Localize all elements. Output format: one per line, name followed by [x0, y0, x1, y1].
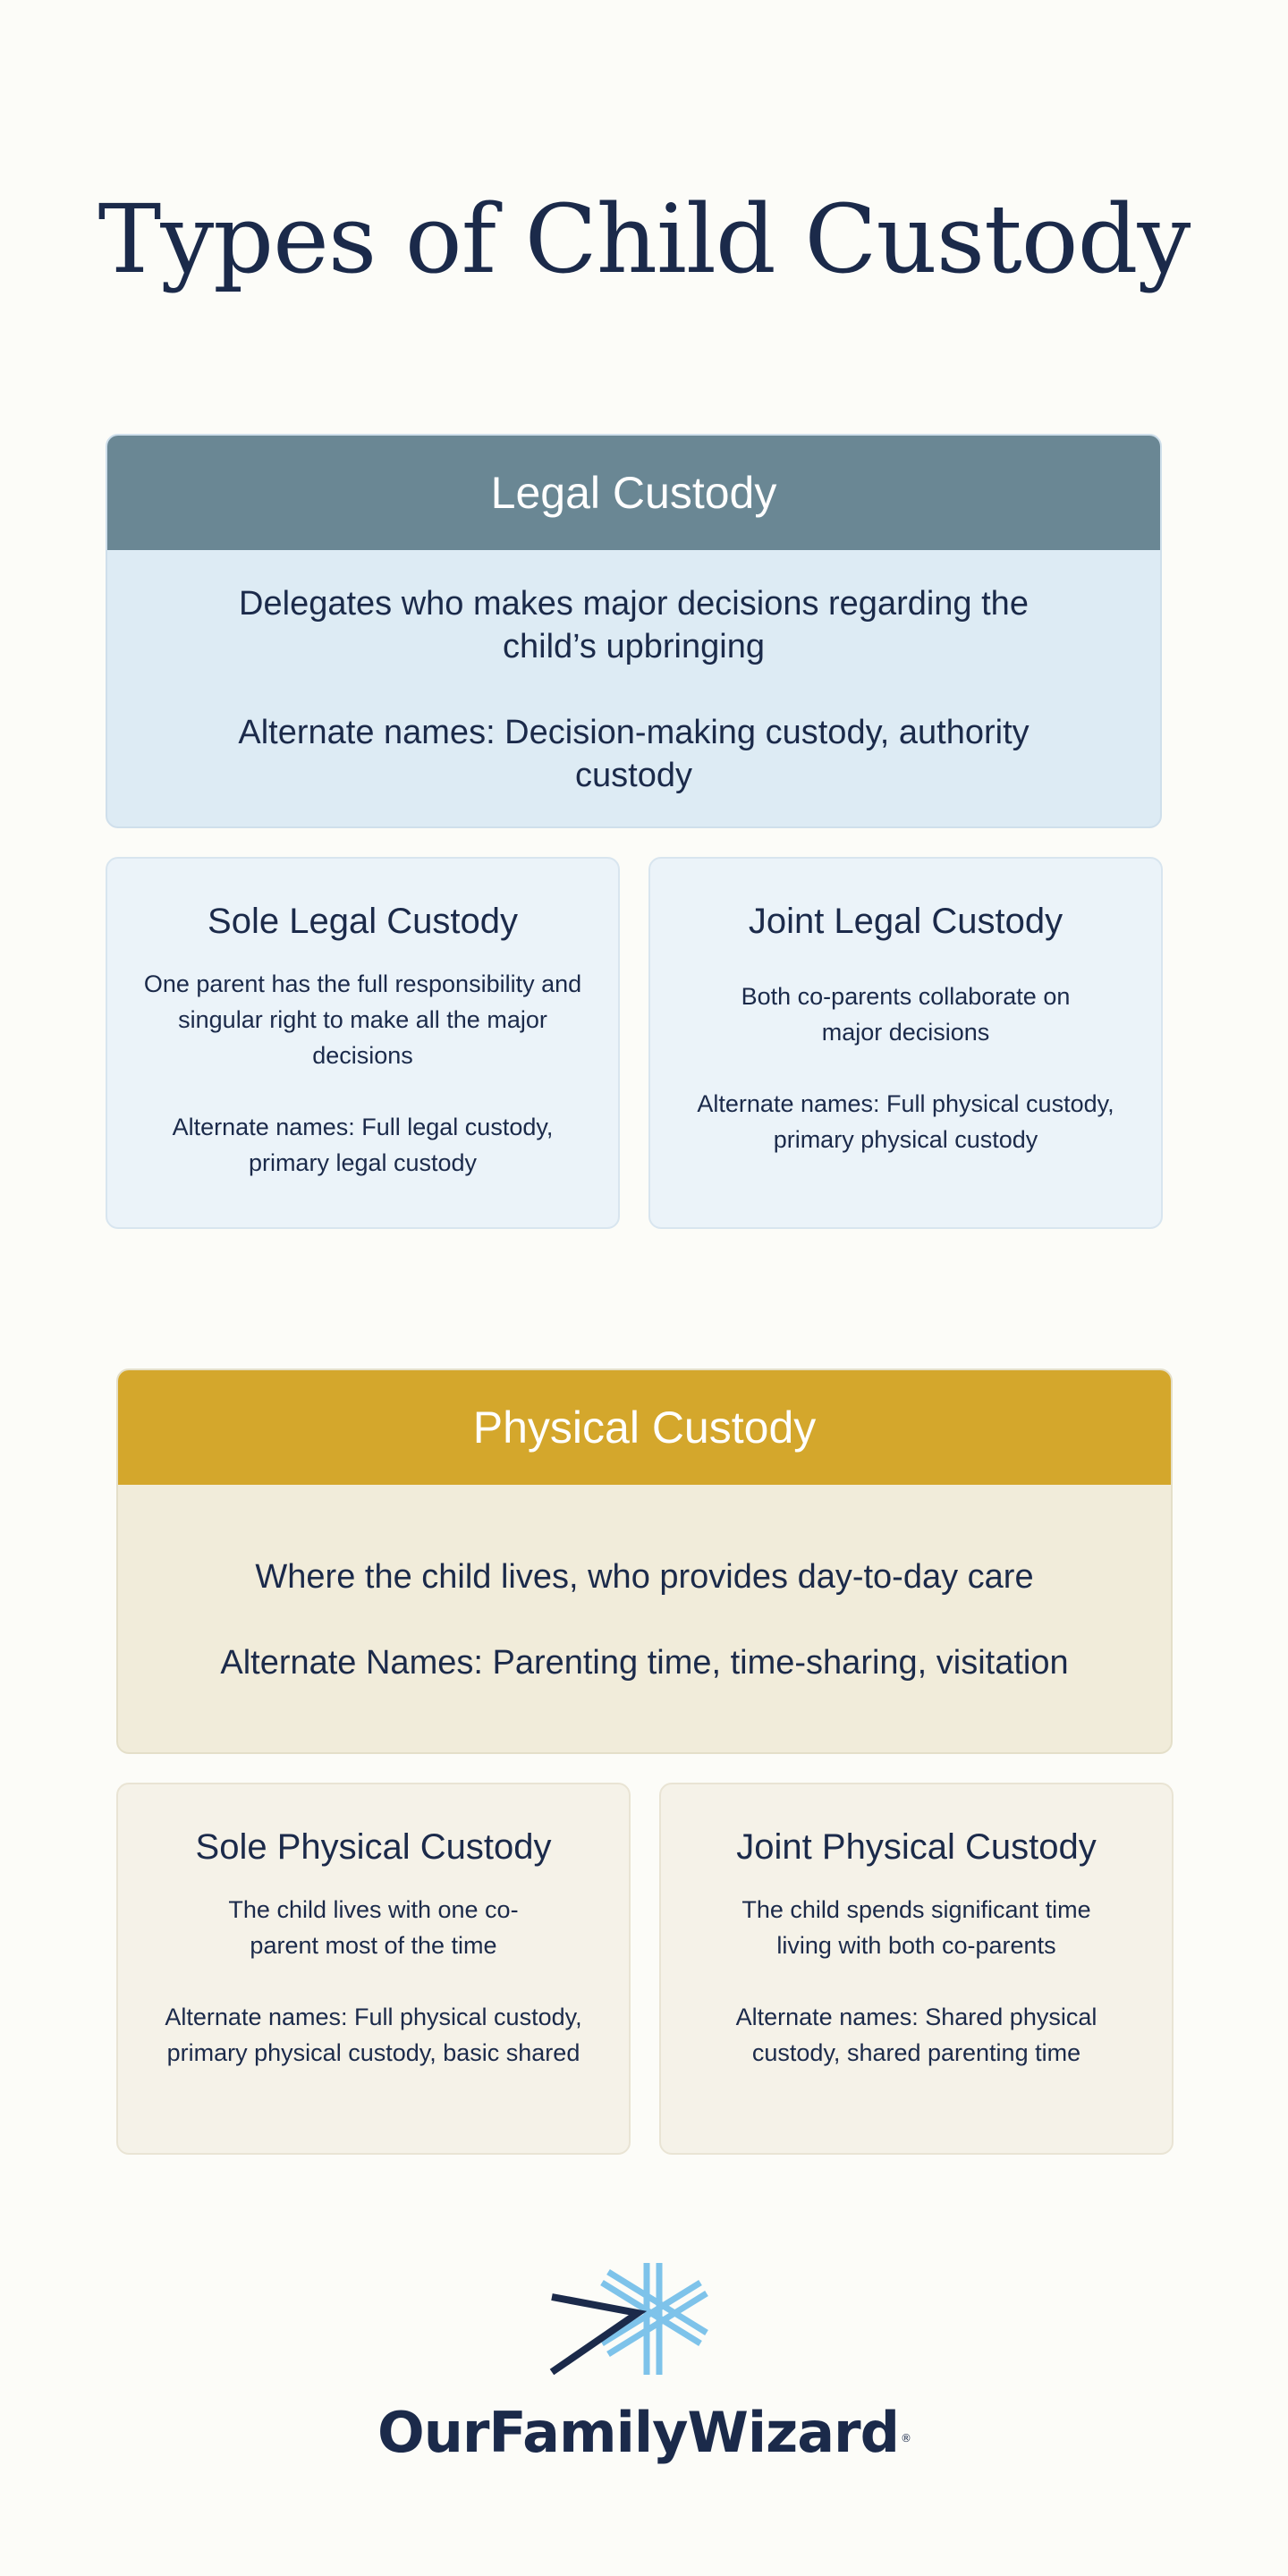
card-description: The child lives with one co-parent most of the time [228, 1896, 519, 1959]
card-alternate-names: Alternate names: Full physical custody, primary physical custody, basic shared [165, 2004, 582, 2066]
legal-custody-alternate-names: Alternate names: Decision-making custody, authority custody [238, 713, 1030, 794]
sole-physical-custody-card [116, 1783, 631, 2155]
card-description: Both co-parents collaborate on major decisions [741, 983, 1071, 1046]
ourfamilywizard-logo-icon [541, 2254, 720, 2388]
page-title: Types of Child Custody [97, 184, 1191, 294]
card-title: Sole Legal Custody [208, 902, 518, 941]
physical-custody-description: Where the child lives, who provides day-to-day care [255, 1557, 1034, 1596]
card-title: Sole Physical Custody [195, 1827, 552, 1867]
physical-custody-section [116, 1368, 1173, 1754]
physical-custody-alternate-names: Alternate Names: Parenting time, time-sharing, visitation [220, 1643, 1069, 1682]
joint-legal-custody-card [648, 857, 1163, 1229]
card-description: One parent has the full responsibility and singular right to make all the major decisions [143, 970, 582, 1069]
registered-mark: ® [901, 2432, 911, 2445]
legal-custody-body [107, 550, 1160, 828]
physical-custody-header: Physical Custody [118, 1370, 1171, 1485]
legal-custody-description: Delegates who makes major decisions regarding the child’s upbringing [239, 584, 1029, 665]
card-description: The child spends significant time living with both co-parents [741, 1896, 1091, 1959]
physical-custody-body [118, 1485, 1171, 1754]
ourfamilywizard-logo-text [0, 2401, 1288, 2465]
card-title: Joint Legal Custody [748, 902, 1063, 941]
legal-custody-section [106, 434, 1162, 828]
logo-wordmark: OurFamilyWizard [377, 2400, 900, 2465]
sole-legal-custody-card [106, 857, 620, 1229]
joint-physical-custody-card [659, 1783, 1174, 2155]
card-alternate-names: Alternate names: Full legal custody, primary legal custody [172, 1114, 554, 1176]
legal-custody-header: Legal Custody [107, 436, 1160, 550]
card-title: Joint Physical Custody [736, 1827, 1097, 1867]
card-alternate-names: Alternate names: Shared physical custody, shared parenting time [735, 2004, 1097, 2066]
card-alternate-names: Alternate names: Full physical custody, primary physical custody [697, 1090, 1114, 1153]
